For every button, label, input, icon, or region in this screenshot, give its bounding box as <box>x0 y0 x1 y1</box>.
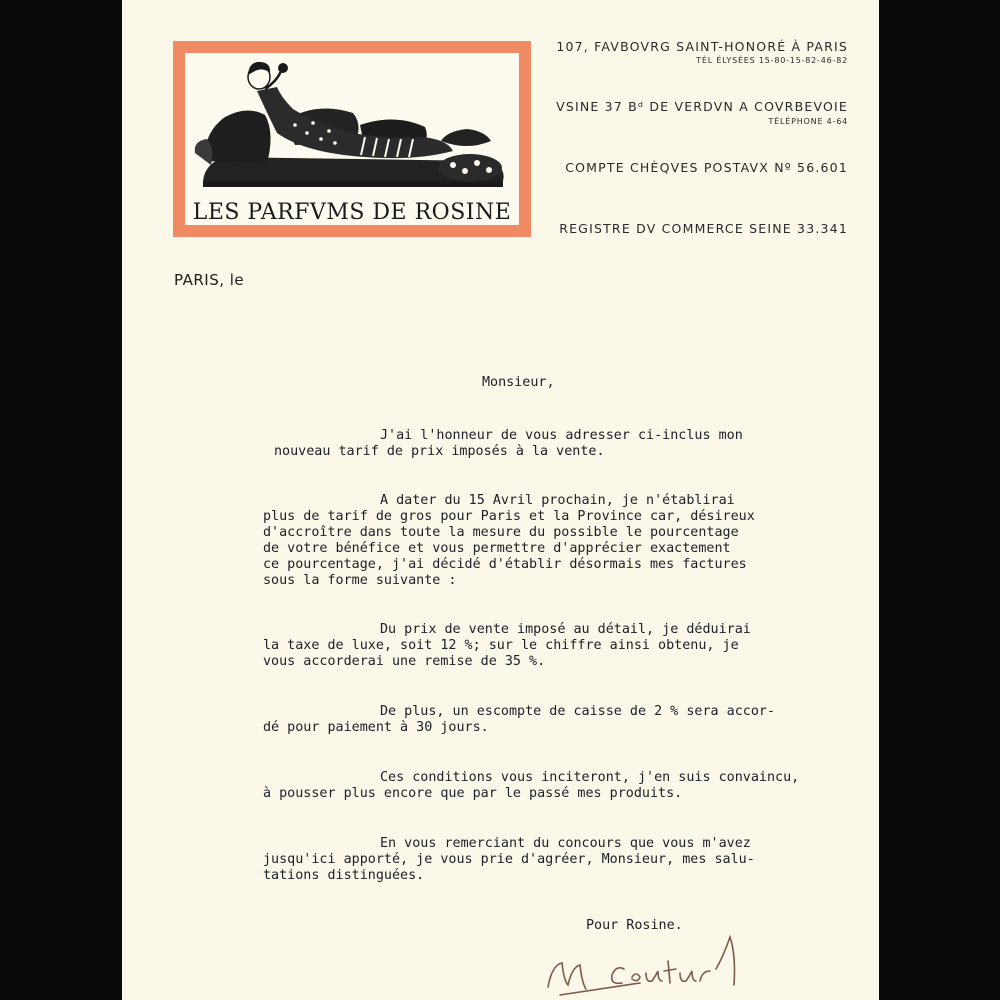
letterhead-logo <box>173 41 531 237</box>
p2-line-5: ce pourcentage, j'ai décidé d'établir désormais mes factures <box>263 557 747 572</box>
p2-line-3: d'accroître dans toute la mesure du possible le pourcentage <box>263 525 739 540</box>
header-factory-phone: TÉLÉPHONE 4-64 <box>768 117 848 126</box>
p5-line-1: Ces conditions vous inciteront, j'en suis convaincu, <box>380 770 800 785</box>
place-date-line: PARIS, le <box>174 271 245 289</box>
brand-name: LES PARFVMS DE ROSINE <box>192 200 512 225</box>
p2-line-1: A dater du 15 Avril prochain, je n'établirai <box>380 493 735 508</box>
header-factory: VSINE 37 Bᵈ DE VERDVN A COVRBEVOIE <box>556 99 848 114</box>
header-address: 107, FAVBOVRG SAINT-HONORÉ À PARIS <box>556 39 848 54</box>
p2-line-4: de votre bénéfice et vous permettre d'apprécier exactement <box>263 541 731 556</box>
closing: Pour Rosine. <box>586 918 683 933</box>
p1-line-1: J'ai l'honneur de vous adresser ci-inclus mon <box>380 428 743 443</box>
logo-panel <box>185 53 519 225</box>
p4-line-2: dé pour paiement à 30 jours. <box>263 720 489 735</box>
p2-line-2: plus de tarif de gros pour Paris et la Province car, désireux <box>263 509 755 524</box>
p3-line-1: Du prix de vente imposé au détail, je déduirai <box>380 622 751 637</box>
p6-line-3: tations distinguées. <box>263 868 425 883</box>
header-registry: REGISTRE DV COMMERCE SEINE 33.341 <box>559 221 848 236</box>
p2-line-6: sous la forme suivante : <box>263 573 457 588</box>
p3-line-2: la taxe de luxe, soit 12 %; sur le chiffre ainsi obtenu, je <box>263 638 739 653</box>
header-postal-account: COMPTE CHÈQVES POSTAVX Nº 56.601 <box>565 160 848 175</box>
p4-line-1: De plus, un escompte de caisse de 2 % sera accor- <box>380 704 776 719</box>
handwritten-signature <box>540 925 780 1000</box>
p5-line-2: à pousser plus encore que par le passé mes produits. <box>263 786 683 801</box>
header-phone: TÉL ÉLYSÉES 15-80-15-82-46-82 <box>696 56 848 65</box>
p3-line-3: vous accorderai une remise de 35 %. <box>263 654 546 669</box>
p1-line-2: nouveau tarif de prix imposés à la vente. <box>274 444 605 459</box>
salutation: Monsieur, <box>482 375 555 390</box>
reclining-woman-illustration <box>185 53 519 193</box>
p6-line-2: jusqu'ici apporté, je vous prie d'agréer, Monsieur, mes salu- <box>263 852 755 867</box>
p6-line-1: En vous remerciant du concours que vous m'avez <box>380 836 751 851</box>
